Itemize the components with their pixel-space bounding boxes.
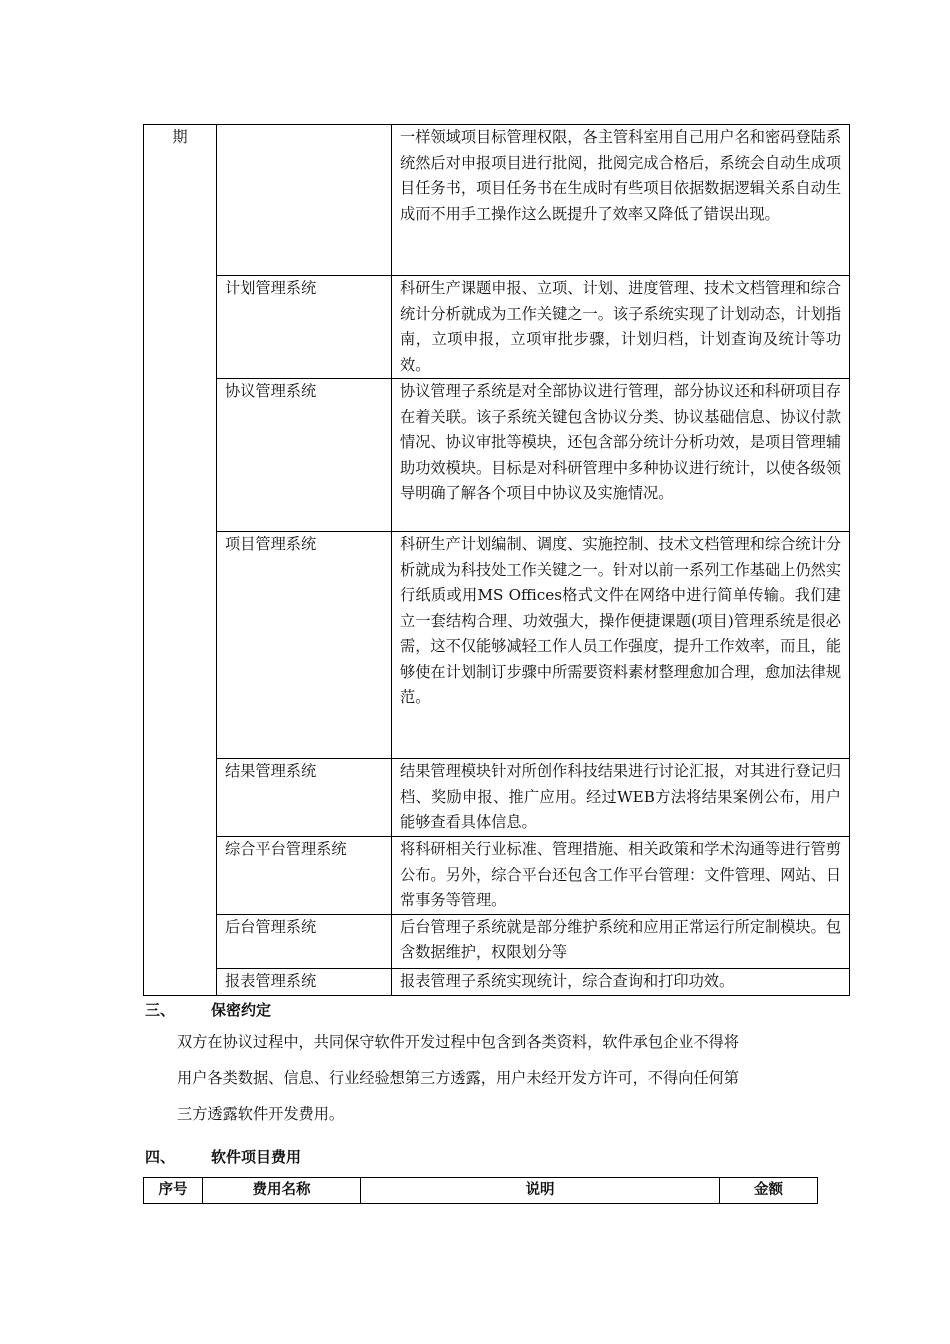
confidentiality-paragraph bbox=[177, 1024, 815, 1132]
system-name-cell: 综合平台管理系统 bbox=[217, 837, 392, 915]
table-row bbox=[144, 914, 850, 968]
table-row bbox=[144, 125, 850, 276]
system-desc-cell: 一样领域项目标管理权限，各主管科室用自己用户名和密码登陆系统然后对申报项目进行批阅，批阅完成合格后，系统会自动生成项目任务书，项目任务书在生成时有些项目依据数据逻辑关系自动生成而不用手工操作这么既提升了效率又降低了错误出现。 bbox=[392, 125, 850, 276]
system-desc-cell: 将科研相关行业标准、管理措施、相关政策和学术沟通等进行管剪公布。另外，综合平台还包含工作平台管理：文件管理、网站、日常事务等管理。 bbox=[392, 837, 850, 915]
system-name-cell: 协议管理系统 bbox=[217, 379, 392, 532]
phase-cell: 期 bbox=[144, 125, 217, 276]
section-number: 四、 bbox=[145, 1148, 176, 1166]
system-desc-cell: 科研生产计划编制、调度、实施控制、技术文档管理和综合统计分析就成为科技处工作关键之一。针对以前一系列工作基础上仍然实行纸质或用MS Offices格式文件在网络中进行简单传输。我们建立一套结构合理、功效强大，操作便捷课题(项目)管理系统是很必需，这不仅能够减轻工作人员工作强度，提升工作效率，而且，能够使在计划制订步骤中所需要资料素材整理愈加合理，愈加法律规范。 bbox=[392, 532, 850, 759]
section-title: 软件项目费用 bbox=[211, 1148, 302, 1166]
table-row bbox=[144, 532, 850, 759]
table-row bbox=[144, 379, 850, 532]
table-header-row bbox=[144, 1178, 818, 1204]
table-row bbox=[144, 759, 850, 837]
section-heading-fees bbox=[145, 1146, 301, 1167]
header-amount: 金额 bbox=[720, 1178, 818, 1204]
paragraph-line: 双方在协议过程中，共同保守软件开发过程中包含到各类资料，软件承包企业不得将 bbox=[177, 1033, 739, 1051]
system-name-cell: 结果管理系统 bbox=[217, 759, 392, 837]
table-row bbox=[144, 837, 850, 915]
system-desc-cell: 结果管理模块针对所创作科技结果进行讨论汇报，对其进行登记归档、奖励申报、推广应用。经过WEB方法将结果案例公布，用户能够查看具体信息。 bbox=[392, 759, 850, 837]
fee-table bbox=[143, 1177, 818, 1204]
header-index: 序号 bbox=[144, 1178, 203, 1204]
header-fee-name: 费用名称 bbox=[203, 1178, 361, 1204]
table-row bbox=[144, 968, 850, 995]
section-heading-confidentiality bbox=[145, 999, 271, 1020]
paragraph-line: 三方透露软件开发费用。 bbox=[177, 1105, 345, 1123]
system-name-cell: 报表管理系统 bbox=[217, 968, 392, 995]
system-desc-cell: 科研生产课题申报、立项、计划、进度管理、技术文档管理和综合统计分析就成为工作关键之一。该子系统实现了计划动态，计划指南，立项申报，立项审批步骤，计划归档，计划查询及统计等功效。 bbox=[392, 276, 850, 379]
systems-table bbox=[143, 124, 850, 996]
table-row bbox=[144, 276, 850, 379]
system-name-cell: 后台管理系统 bbox=[217, 914, 392, 968]
section-title: 保密约定 bbox=[211, 1001, 272, 1019]
system-desc-cell: 协议管理子系统是对全部协议进行管理，部分协议还和科研项目存在着关联。该子系统关键包含协议分类、协议基础信息、协议付款情况、协议审批等模块，还包含部分统计分析功效，是项目管理辅助功效模块。目标是对科研管理中多种协议进行统计，以使各级领导明确了解各个项目中协议及实施情况。 bbox=[392, 379, 850, 532]
system-name-cell: 计划管理系统 bbox=[217, 276, 392, 379]
paragraph-line: 用户各类数据、信息、行业经验想第三方透露，用户未经开发方许可，不得向任何第 bbox=[177, 1069, 739, 1087]
section-number: 三、 bbox=[145, 1001, 176, 1019]
system-desc-cell: 报表管理子系统实现统计，综合查询和打印功效。 bbox=[392, 968, 850, 995]
system-name-cell bbox=[217, 125, 392, 276]
system-name-cell: 项目管理系统 bbox=[217, 532, 392, 759]
system-desc-cell: 后台管理子系统就是部分维护系统和应用正常运行所定制模块。包含数据维护，权限划分等 bbox=[392, 914, 850, 968]
header-description: 说明 bbox=[361, 1178, 720, 1204]
